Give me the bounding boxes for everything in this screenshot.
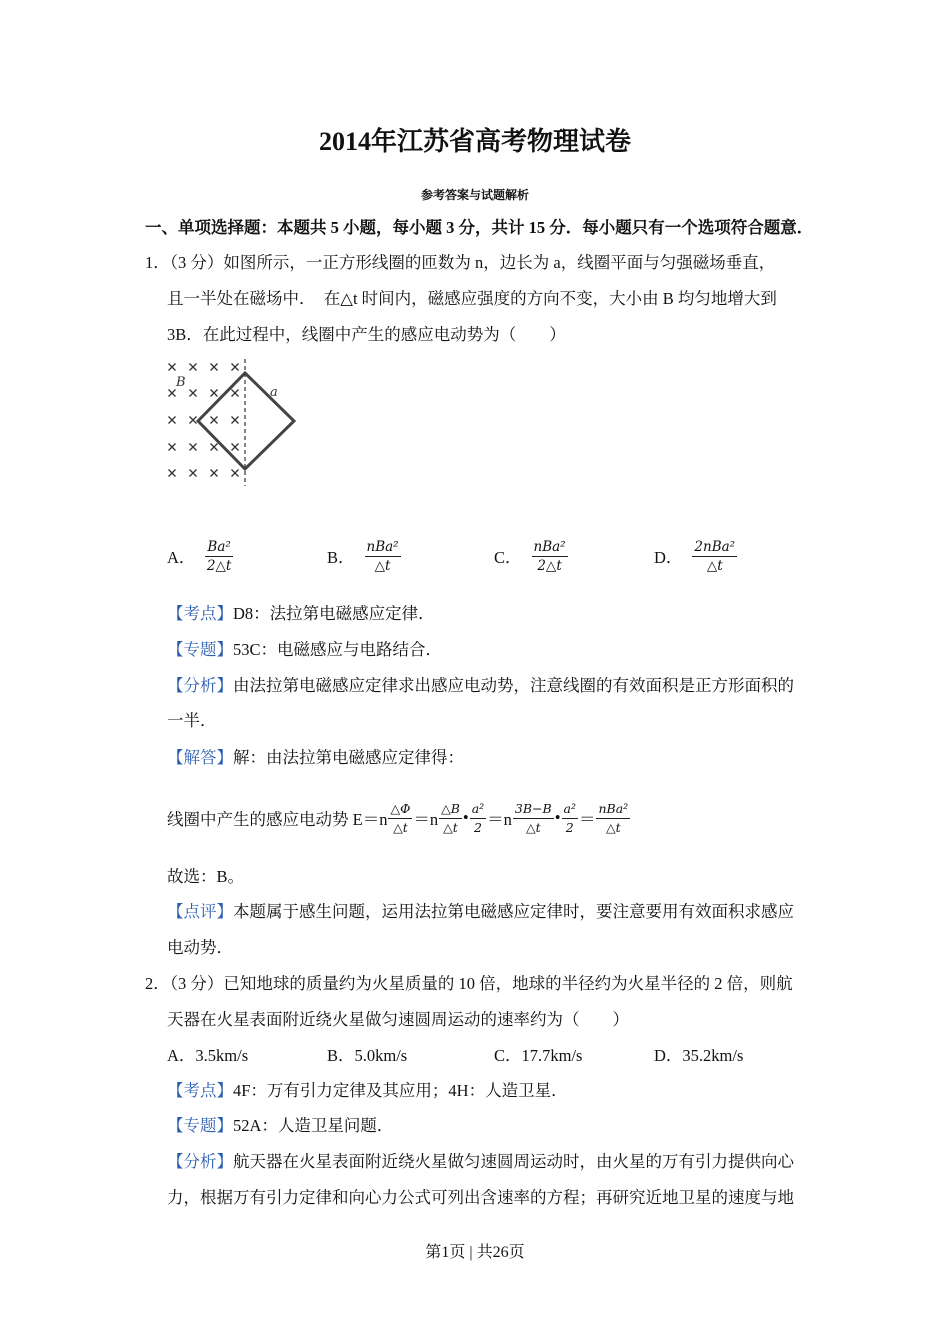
formula-operator: •	[462, 808, 469, 827]
q2-zhuanti	[167, 1108, 393, 1144]
fraction-numerator: nBa²	[366, 538, 399, 555]
q1-stem-line-2: 且一半处在磁场中． 在△t 时间内，磁感应强度的方向不变，大小由 B 均匀地增大到	[167, 289, 777, 308]
field-cross	[211, 470, 218, 477]
formula-operator: ＝	[578, 810, 596, 829]
q1-option-c	[494, 536, 568, 576]
option-value: 17.7km/s	[521, 1046, 583, 1065]
zhuanti-text: 52A：人造卫星问题．	[233, 1116, 394, 1135]
field-cross	[232, 417, 239, 424]
field-cross	[211, 364, 218, 371]
fenxi-text-1: 航天器在火星表面附近绕火星做匀速圆周运动时，由火星的万有引力提供向心	[233, 1152, 794, 1171]
q2-option-a	[167, 1038, 248, 1074]
dianping-tag: 【点评】	[167, 902, 233, 921]
fraction-numerator: Ba²	[207, 538, 231, 555]
fraction-denominator: △t	[706, 557, 723, 574]
q1-emf-formula	[167, 798, 631, 838]
kaodian-text: 4F：万有引力定律及其应用；4H：人造卫星．	[233, 1081, 568, 1100]
fraction-denominator: △t	[525, 819, 541, 835]
formula-fraction-3	[470, 801, 486, 836]
formula-fraction-2	[439, 801, 462, 836]
q2-fenxi-line-1	[167, 1144, 794, 1180]
q1-number: 1．	[145, 253, 170, 272]
formula-operator: ＝n	[487, 810, 512, 829]
option-value: 35.2km/s	[682, 1046, 744, 1065]
formula-operator: ＝n	[413, 810, 439, 829]
q1-option-a	[167, 536, 233, 576]
field-cross	[169, 470, 176, 477]
q2-stem-text-1: （3 分）已知地球的质量约为火星质量的 10 倍，地球的半径约为火星半径的 2 倍，则航	[169, 974, 793, 993]
formula-prefix: 线圈中产生的感应电动势 E＝n	[167, 810, 388, 829]
option-fraction	[205, 539, 232, 574]
field-cross	[232, 444, 239, 451]
q2-stem-line-2: 天器在火星表面附近绕火星做匀速圆周运动的速率约为（ ）	[167, 1010, 629, 1029]
field-cross	[190, 390, 197, 397]
option-letter: B．	[327, 1046, 355, 1065]
q1-fenxi-line-2: 一半．	[167, 711, 217, 730]
formula-operator: •	[554, 808, 561, 827]
option-letter: D．	[654, 1046, 683, 1065]
page-title: 2014年江苏省高考物理试卷	[318, 127, 631, 156]
fraction-denominator: △t	[606, 819, 621, 835]
q1-stem-text-1: （3 分）如图所示，一正方形线圈的匝数为 n，边长为 a，线圈平面与匀强磁场垂直，	[169, 253, 776, 272]
q2-kaodian	[167, 1073, 568, 1109]
field-cross	[169, 444, 176, 451]
dianping-text-1: 本题属于感生问题，运用法拉第电磁感应定律时，要注意要用有效面积求感应	[233, 902, 794, 921]
page-subtitle: 参考答案与试题解析	[420, 188, 529, 202]
fraction-numerator: nBa²	[596, 801, 630, 819]
jieda-text: 解：由法拉第电磁感应定律得：	[233, 748, 464, 767]
side-length-label: a	[270, 385, 278, 400]
fraction-denominator: 2	[565, 819, 574, 835]
field-cross	[169, 390, 176, 397]
option-fraction	[532, 539, 568, 574]
q2-option-d	[654, 1038, 743, 1074]
fraction-numerator: a²	[470, 801, 486, 819]
field-cross	[211, 417, 218, 424]
field-cross	[211, 444, 218, 451]
q2-option-b	[327, 1038, 407, 1074]
formula-fraction-1	[388, 801, 412, 836]
fraction-numerator: 2nBa²	[694, 538, 736, 555]
q1-zhuanti	[167, 632, 442, 668]
q2-stem-line-1	[145, 966, 793, 1002]
q2-number: 2．	[145, 974, 170, 993]
fraction-denominator: 2△t	[537, 557, 562, 574]
field-cross	[232, 390, 239, 397]
formula-fraction-6	[596, 801, 630, 836]
fraction-numerator: a²	[562, 801, 578, 819]
fenxi-tag: 【分析】	[167, 676, 233, 695]
q1-fenxi-line-1	[167, 668, 794, 704]
fraction-denominator: △t	[393, 819, 408, 835]
q1-option-d	[654, 536, 737, 576]
q2-fenxi-line-2: 力，根据万有引力定律和向心力公式可列出含速率的方程；再研究近地卫星的速度与地	[167, 1188, 794, 1207]
option-fraction	[692, 539, 737, 574]
fraction-denominator: △t	[374, 557, 391, 574]
section-heading: 一、单项选择题：本题共 5 小题，每小题 3 分，共计 15 分．每小题只有一个选项符合题意．	[145, 218, 814, 237]
page-footer: 第1页 | 共26页	[425, 1244, 525, 1261]
option-fraction	[365, 539, 401, 574]
q1-stem-line-1	[145, 245, 775, 281]
kaodian-tag: 【考点】	[167, 604, 233, 623]
fraction-numerator: △B	[439, 801, 462, 819]
option-letter: A．	[167, 548, 196, 567]
option-value: 5.0km/s	[354, 1046, 408, 1065]
fraction-denominator: △t	[443, 819, 458, 835]
q1-jieda	[167, 740, 464, 776]
field-cross	[211, 390, 218, 397]
option-letter: C．	[494, 548, 522, 567]
coil-in-field-figure	[160, 355, 305, 490]
option-letter: D．	[654, 548, 683, 567]
field-cross	[232, 364, 239, 371]
fraction-numerator: 3B−B	[513, 801, 554, 819]
field-cross	[190, 364, 197, 371]
field-cross	[190, 470, 197, 477]
q1-option-b	[327, 536, 401, 576]
jieda-tag: 【解答】	[167, 748, 233, 767]
field-cross	[232, 470, 239, 477]
fenxi-tag: 【分析】	[167, 1152, 233, 1171]
field-cross	[190, 444, 197, 451]
formula-fraction-5	[562, 801, 578, 836]
zhuanti-tag: 【专题】	[167, 1116, 233, 1135]
fenxi-text-1: 由法拉第电磁感应定律求出感应电动势，注意线圈的有效面积是正方形面积的	[233, 676, 794, 695]
zhuanti-text: 53C：电磁感应与电路结合．	[233, 640, 443, 659]
option-letter: B．	[327, 548, 355, 567]
kaodian-tag: 【考点】	[167, 1081, 233, 1100]
field-cross	[190, 417, 197, 424]
field-label: B	[176, 375, 186, 390]
zhuanti-tag: 【专题】	[167, 640, 233, 659]
option-letter: C．	[494, 1046, 522, 1065]
q1-dianping-line-2: 电动势．	[167, 938, 233, 957]
q1-kaodian	[167, 596, 435, 632]
fraction-denominator: 2△t	[206, 557, 232, 574]
q1-stem-line-3: 3B．在此过程中，线圈中产生的感应电动势为（ ）	[167, 325, 566, 344]
fraction-denominator: 2	[473, 819, 482, 835]
fraction-numerator: △Φ	[388, 801, 412, 819]
kaodian-text: D8：法拉第电磁感应定律．	[233, 604, 435, 623]
option-letter: A．	[167, 1046, 196, 1065]
formula-fraction-4	[513, 801, 554, 836]
option-value: 3.5km/s	[195, 1046, 249, 1065]
q1-dianping-line-1	[167, 894, 794, 930]
field-cross	[169, 417, 176, 424]
q1-conclusion: 故选：B。	[167, 867, 245, 886]
field-cross	[169, 364, 176, 371]
q2-option-c	[494, 1038, 582, 1074]
fraction-numerator: nBa²	[533, 538, 566, 555]
